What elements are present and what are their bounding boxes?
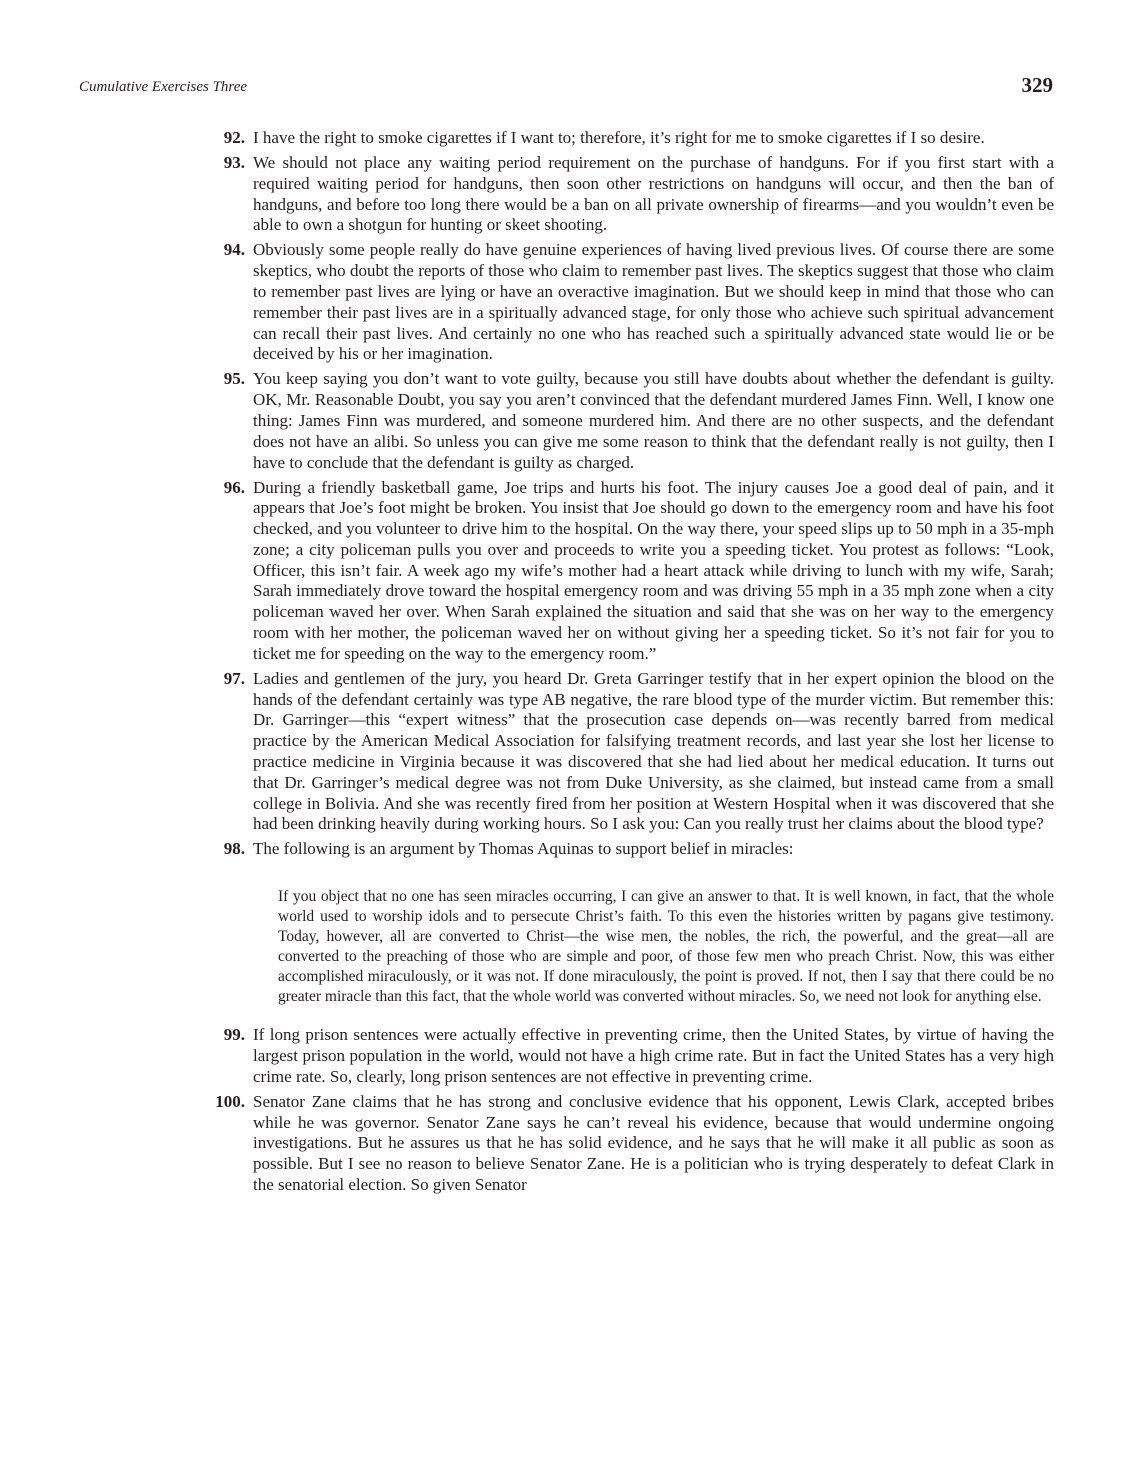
exercise-number: 99. [223,1025,245,1045]
exercise-text: During a friendly basketball game, Joe trips and hurts his foot. The injury causes Joe a good deal of pain, and it appears that Joe’s foot might be broken. You insist that Joe should go down to the emergency room and have his foot checked, and you volunteer to drive him to the hospital. On the way there, your speed slips up to 50 mph in a 35-mph zone; a city policeman pulls you over and proceeds to write you a speeding ticket. You protest as follows: “Look, Officer, this isn’t fair. A week ago my wife’s mother had a heart attack while driving to lunch with my wife, Sarah; Sarah immediately drove toward the hospital emergency room and was driving 55 mph in a 35 mph zone when a city policeman waved her over. When Sarah explained the situation and said that she was on her way to the emergency room with her mother, the policeman waved her on without giving her a speeding ticket. So it’s not fair for you to ticket me for speeding on the way to the emergency room.” [253,477,1054,663]
exercise-94 [223,240,1054,365]
block-quote: If you object that no one has seen miracles occurring, I can give an answer to that. It is well known, in fact, that the whole world used to worship idols and to persecute Christ’s faith. To this even the histories written by pagans give testimony. Today, however, all are converted to Christ—the wise men, the nobles, the rich, the powerful, and the great—all are converted to the preaching of those who are simple and poor, of those few men who preach Christ. Now, this was either accomplished miraculously, or it was not. If done miraculously, the point is proved. If not, then I say that there could be no greater miracle than this fact, that the whole world was converted without miracles. So, we need not look for anything else. [278,888,1054,1006]
exercise-number: 95. [223,369,245,389]
running-head: Cumulative Exercises Three [79,79,248,95]
exercise-text: We should not place any waiting period requirement on the purchase of handguns. For if you first start with a required waiting period for handguns, then soon other restrictions on handguns will occur, and then the ban of handguns, and before too long there would be a ban on all private ownership of firearms—and you wouldn’t even be able to own a shotgun for hunting or skeet shooting. [253,152,1054,235]
exercise-number: 100. [215,1091,245,1111]
exercise-number: 98. [223,839,245,859]
exercise-text: The following is an argument by Thomas Aquinas to support belief in miracles: [253,839,794,859]
exercise-98 [223,839,1054,1007]
exercise-96 [223,477,1054,665]
exercise-number: 94. [223,240,245,260]
exercise-number: 92. [223,128,245,147]
exercise-text: You keep saying you don’t want to vote guilty, because you still have doubts about whether the defendant is guilty. OK, Mr. Reasonable Doubt, you say you aren’t convinced that the defendant murdered James Finn. Well, I know one thing: James Finn was murdered, and someone murdered him. And there are no other suspects, and the defendant does not have an alibi. So unless you can give me some reason to think that the defendant really is not guilty, then I have to conclude that the defendant is guilty as charged. [253,369,1054,472]
exercise-text: If long prison sentences were actually effective in preventing crime, then the United States, by virtue of having the largest prison population in the world, would not have a high crime rate. But in fact the United States has a very high crime rate. So, clearly, long prison sentences are not effective in preventing crime. [253,1025,1054,1086]
exercise-number: 93. [223,152,245,172]
exercise-95 [223,369,1054,473]
exercise-92 [223,128,1054,149]
exercise-text: Obviously some people really do have genuine experiences of having lived previous lives. Of course there are some skeptics, who doubt the reports of those who claim to remember past lives. The skeptics suggest that those who claim to remember past lives are lying or have an overactive imagination. But we should keep in mind that those who can remember their past lives are in a spiritually advanced stage, for only those who achieve such spiritual advancement can recall their past lives. And certainly no one who has reached such a spiritually advanced state would lie or be deceived by his or her imagination. [253,240,1054,364]
exercise-number: 97. [223,668,245,688]
exercise-100 [215,1091,1054,1196]
page-number: 329 [1021,73,1053,97]
exercise-97 [223,668,1054,835]
exercise-text: Senator Zane claims that he has strong and conclusive evidence that his opponent, Lewis Clark, accepted bribes while he was governor. Senator Zane says he can’t reveal his evidence, because that would undermine ongoing investigations. But he assures us that he has solid evidence, and he says that he will make it all public as soon as possible. But I see no reason to believe Senator Zane. He is a politician who is trying desperately to defeat Clark in the senatorial election. So given Senator [253,1091,1054,1194]
exercise-list [215,128,1054,1200]
exercise-text: Ladies and gentlemen of the jury, you heard Dr. Greta Garringer testify that in her expert opinion the blood on the hands of the defendant certainly was type AB negative, the rare blood type of the murder victim. But remember this: Dr. Garringer—this “expert witness” that the prosecution case depends on—was recently barred from medical practice by the American Medical Association for falsifying treatment records, and last year she lost her license to practice medicine in Virginia because it was discovered that she had lied about her medical education. It turns out that Dr. Garringer’s medical degree was not from Duke University, as she claimed, but instead came from a small college in Bolivia. And she was recently fired from her position at Western Hospital when it was discovered that she had been drinking heavily during working hours. So I ask you: Can you really trust her claims about the blood type? [253,668,1054,834]
exercise-text: I have the right to smoke cigarettes if I want to; therefore, it’s right for me to smoke cigarettes if I so desire. [253,128,985,147]
exercise-number: 96. [223,477,245,497]
exercise-99 [223,1025,1054,1087]
exercise-93 [223,152,1054,236]
